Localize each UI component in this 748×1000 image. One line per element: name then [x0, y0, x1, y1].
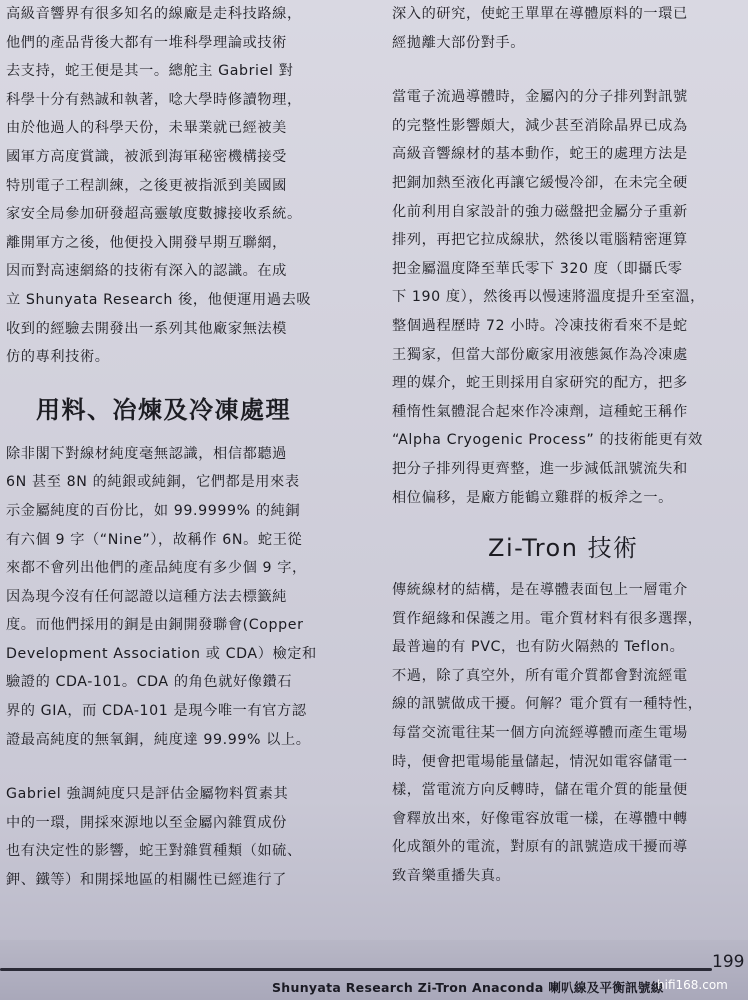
- text-line: 由於他過人的科學天份，未畢業就已經被美: [6, 120, 287, 137]
- page-number: 199: [712, 952, 745, 972]
- text-line: 度。而他們採用的銅是由銅開發聯會(Copper: [6, 617, 304, 634]
- text-line: 有六個 9 字（“Nine”），故稱作 6N。蛇王從: [6, 531, 303, 548]
- text-line: 中的一環，開採來源地以至金屬內雜質成份: [6, 814, 287, 831]
- text-line: 高級音響界有很多知名的線廠是走科技路線，: [6, 6, 302, 22]
- text-line: 把分子排列得更齊整，進一步減低訊號流失和: [392, 460, 688, 477]
- text-line: Development Association 或 CDA）檢定和: [6, 645, 317, 662]
- text-line: 整個過程歷時 72 小時。冷凍技術看來不是蛇: [392, 317, 688, 334]
- text-line: 傳統線材的結構，是在導體表面包上一層電介: [392, 582, 688, 599]
- text-line: 國軍方高度賞識，被派到海軍秘密機構接受: [6, 148, 287, 165]
- text-line: 線的訊號做成干擾。何解？電介質有一種特性，: [392, 696, 703, 713]
- text-line: 樣，當電流方向反轉時，儲在電介質的能量便: [392, 782, 688, 799]
- left-column: [6, 0, 358, 895]
- text-line: 致音樂重播失真。: [392, 868, 511, 885]
- text-line: 去支持，蛇王便是其一。總舵主 Gabriel 對: [6, 63, 294, 80]
- text-line: 深入的研究，使蛇王單單在導體原料的一環已: [392, 6, 688, 22]
- cryogenic-paragraph: [392, 83, 744, 512]
- text-line: 家安全局參加研發超高靈敏度數據接收系統。: [6, 206, 302, 223]
- text-line: 界的 GIA，而 CDA-101 是現今唯一有官方認: [6, 703, 307, 720]
- text-line: 王獨家，但當大部份廠家用液態氮作為冷凍處: [392, 346, 688, 363]
- text-line: 會釋放出來，好像電容放電一樣，在導體中轉: [392, 810, 688, 827]
- text-line: 科學十分有熱誠和執著，唸大學時修讀物理，: [6, 91, 302, 108]
- text-line: 種惰性氣體混合起來作冷凍劑，這種蛇王稱作: [392, 403, 688, 420]
- impurity-paragraph: [6, 780, 358, 894]
- text-line: 的完整性影響頗大，減少甚至消除晶界已成為: [392, 117, 688, 134]
- section-heading-zitron: Zi-Tron 技術: [488, 534, 639, 563]
- text-line: “Alpha Cryogenic Process” 的技術能更有效: [392, 432, 703, 449]
- text-line: 證最高純度的無氧銅，純度達 99.99% 以上。: [6, 731, 311, 748]
- text-line: Gabriel 強調純度只是評估金屬物料質素其: [6, 786, 289, 803]
- section-heading-materials: 用料、冶煉及冷凍處理: [36, 395, 291, 424]
- text-line: 來都不會列出他們的產品純度有多少個 9 字，: [6, 560, 307, 577]
- text-line: 質作絕緣和保護之用。電介質材料有很多選擇，: [392, 610, 703, 627]
- text-line: 最普遍的有 PVC，也有防火隔熱的 Teflon。: [392, 639, 685, 656]
- text-line: 把銅加熱至液化再讓它緩慢冷卻，在未完全硬: [392, 174, 688, 191]
- purity-paragraph: [6, 440, 358, 755]
- text-line: 立 Shunyata Research 後，他便運用過去吸: [6, 291, 312, 308]
- text-line: 離開軍方之後，他便投入開發早期互聯網，: [6, 234, 287, 251]
- text-line: 把金屬溫度降至華氏零下 320 度（即攝氏零: [392, 260, 683, 277]
- text-line: 除非閣下對線材純度毫無認識，相信都聽過: [6, 445, 287, 462]
- text-line: 特別電子工程訓練，之後更被指派到美國國: [6, 177, 287, 194]
- text-line: 收到的經驗去開發出一系列其他廠家無法模: [6, 320, 287, 337]
- text-line: 化前利用自家設計的強力磁盤把金屬分子重新: [392, 203, 688, 220]
- text-line: 仿的專利技術。: [6, 349, 110, 366]
- right-column: [392, 0, 744, 891]
- text-line: 鉀、鐵等）和開採地區的相關性已經進行了: [6, 872, 287, 889]
- text-line: 6N 甚至 8N 的純銀或純銅，它們都是用來表: [6, 474, 300, 491]
- text-line: 因為現今沒有任何認證以這種方法去標籤純: [6, 588, 287, 605]
- text-line: 化成額外的電流，對原有的訊號造成干擾而導: [392, 839, 688, 856]
- text-line: 因而對高速網絡的技術有深入的認識。在成: [6, 263, 287, 280]
- text-line: 也有決定性的影響，蛇王對雜質種類（如硫、: [6, 843, 302, 860]
- text-line: 排列，再把它拉成線狀，然後以電腦精密運算: [392, 232, 688, 249]
- dielectric-paragraph: [392, 576, 744, 891]
- research-continuation-paragraph: [392, 0, 744, 57]
- text-line: 當電子流過導體時，金屬內的分子排列對訊號: [392, 89, 688, 106]
- text-line: 示金屬純度的百份比，如 99.9999% 的純銅: [6, 502, 301, 519]
- text-line: 下 190 度），然後再以慢速將溫度提升至室溫，: [392, 289, 705, 306]
- text-line: 他們的產品背後大都有一堆科學理論或技術: [6, 34, 287, 51]
- footer-rule: [0, 968, 712, 971]
- text-line: 驗證的 CDA-101。CDA 的角色就好像鑽石: [6, 674, 293, 691]
- text-line: 每當交流電往某一個方向流經導體而產生電場: [392, 725, 688, 742]
- text-line: 時，便會把電場能量儲起，情況如電容儲電一: [392, 753, 688, 770]
- footer-caption: Shunyata Research Zi-Tron Anaconda 喇叭線及平衡訊號線: [272, 980, 664, 995]
- intro-paragraph: [6, 0, 358, 372]
- text-line: 相位偏移，是廠方能鶴立雞群的板斧之一。: [392, 489, 673, 506]
- text-line: 經拋離大部份對手。: [392, 34, 526, 51]
- text-line: 高級音響線材的基本動作，蛇王的處理方法是: [392, 146, 688, 163]
- text-line: 理的媒介，蛇王則採用自家研究的配方，把多: [392, 375, 688, 392]
- text-line: 不過，除了真空外，所有電介質都會對流經電: [392, 667, 688, 684]
- site-watermark: hifi168.com: [657, 978, 728, 992]
